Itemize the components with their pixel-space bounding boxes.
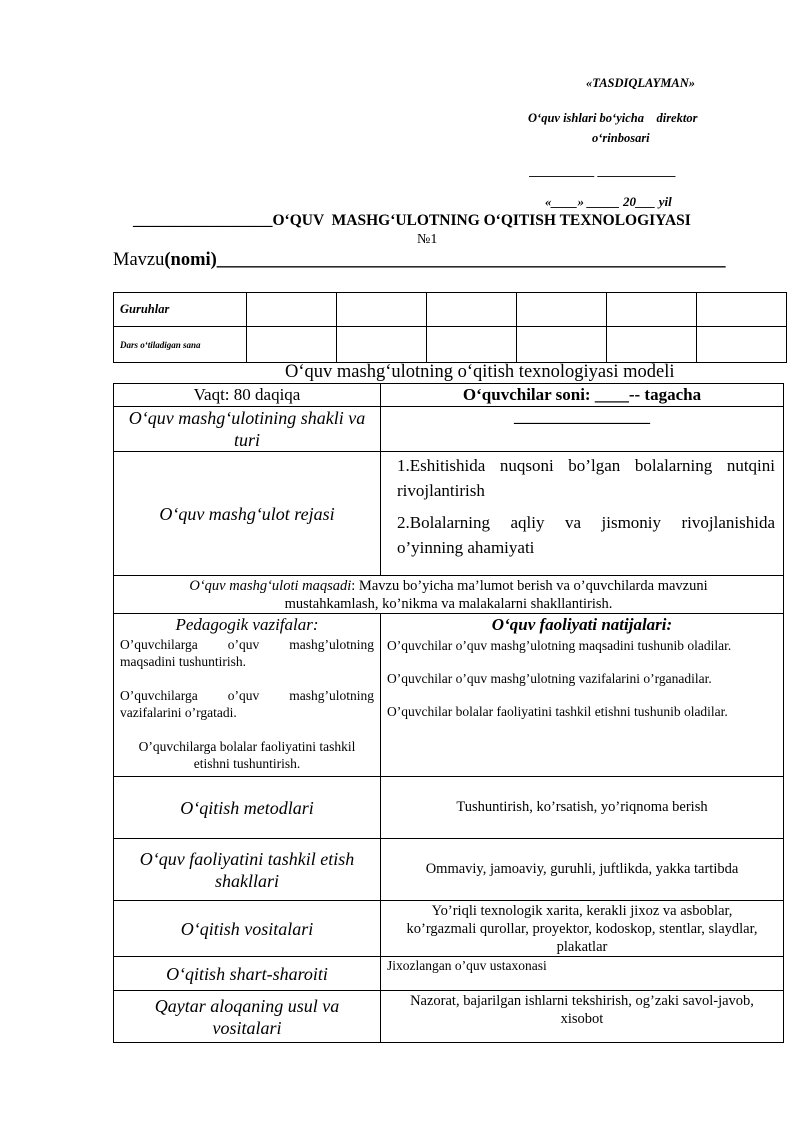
groups-cell (337, 293, 427, 327)
students-count-cell: O‘quvchilar soni: ____-- tagacha (462, 385, 702, 404)
methods-label: O‘qitish metodlari (114, 777, 381, 838)
date-cell (607, 327, 697, 363)
tools-label: O‘qitish vositalari (114, 901, 381, 956)
approval-signature-line: __________ ____________ (530, 163, 677, 178)
document-number: №1 (417, 232, 438, 247)
ped-tasks-label: Pedagogik vazifalar: (175, 615, 319, 634)
model-table (113, 383, 784, 1043)
table-row (114, 776, 783, 838)
ped-task: O’quvchilarga o’quv mashg’ulotning maqsadini tushuntirish. (120, 637, 374, 669)
table-row (114, 406, 783, 451)
results-cell (381, 614, 783, 776)
feedback-value: Nazorat, bajarilgan ishlarni tekshirish, og’zaki savol-javob, xisobot (410, 993, 754, 1027)
document-title: __________________O‘QUV MASHG‘ULOTNING O‘QITISH TEXNOLOGIYASI (133, 212, 691, 229)
date-cell (247, 327, 337, 363)
table-row (114, 613, 783, 776)
date-label: Dars o‘tiladigan sana (114, 327, 247, 363)
goal-cell (114, 576, 783, 613)
groups-cell (607, 293, 697, 327)
groups-cell (427, 293, 517, 327)
groups-cell (247, 293, 337, 327)
table-row (114, 383, 783, 406)
approval-date-line: «____» _____ 20___ yil (545, 194, 672, 209)
ped-task: O’quvchilarga bolalar faoliyatini tashkil etishni tushuntirish. (138, 739, 356, 771)
groups-cell (517, 293, 607, 327)
result-item: O’quvchilar o’quv mashg’ulotning maqsadini tushunib oladilar. (387, 638, 732, 653)
result-item: O’quvchilar o’quv mashg’ulotning vazifalarini o’rganadilar. (387, 671, 712, 686)
form-label: O‘quv mashg‘ulotining shakli va turi (114, 407, 381, 451)
topic-underline: _______________________________________________________ (216, 250, 726, 270)
table-row (114, 575, 783, 613)
groups-cell (697, 293, 787, 327)
approval-position: O‘quv ishlari bo‘yicha direktor (528, 111, 698, 125)
approval-position-line2: o‘rinbosari (592, 131, 650, 145)
table-row (114, 838, 783, 900)
plan-item: 1.Eshitishida nuqsoni bo’lgan bolalarning nutqini rivojlantirish (397, 456, 775, 500)
groups-label: Guruhlar (114, 293, 247, 327)
methods-value: Tushuntirish, ko’rsatish, yo’riqnoma berish (456, 799, 708, 815)
date-cell (337, 327, 427, 363)
goal-label: O‘quv mashg‘uloti maqsadi (189, 577, 352, 594)
forms-label: O‘quv faoliyatini tashkil etish shakllari (114, 839, 381, 900)
date-cell (697, 327, 787, 363)
feedback-label: Qaytar aloqaning usul va vositalari (114, 991, 381, 1043)
approval-title: «TASDIQLAYMAN» (586, 76, 696, 90)
plan-label: O‘quv mashg‘ulot rejasi (114, 452, 381, 575)
model-title: O‘quv mashg‘ulotning o‘qitish texnologiyasi modeli (285, 362, 675, 382)
topic-name: (nomi) (164, 250, 217, 270)
table-row (114, 900, 783, 956)
result-item: O’quvchilar bolalar faoliyatini tashkil etishni tushunib oladilar. (387, 704, 728, 719)
groups-table (113, 292, 787, 363)
time-cell: Vaqt: 80 daqiqa (114, 384, 381, 406)
table-row (114, 990, 783, 1043)
table-row (114, 451, 783, 575)
date-cell (517, 327, 607, 363)
forms-value: Ommaviy, jamoaviy, guruhli, juftlikda, yakka tartibda (425, 861, 739, 877)
results-label: O‘quv faoliyati natijalari: (491, 615, 673, 634)
form-value: _________________ (514, 409, 650, 426)
conditions-value: Jixozlangan o’quv ustaxonasi (387, 958, 547, 973)
conditions-label: O‘qitish shart-sharoiti (114, 957, 381, 990)
plan-list (381, 452, 783, 575)
ped-task: O’quvchilarga o’quv mashg’ulotning vazifalarini o’rgatadi. (120, 688, 374, 720)
ped-tasks-cell (114, 614, 381, 776)
topic-line (113, 250, 726, 271)
date-cell (427, 327, 517, 363)
tools-value: Yo’riqli texnologik xarita, kerakli jixoz va asboblar, ko’rgazmali qurollar, proyektor, kodoskop, stentlar, slaydlar, plakatlar (406, 902, 758, 955)
plan-item: 2.Bolalarning aqliy va jismoniy rivojlanishida o’yinning ahamiyati (397, 513, 775, 557)
topic-label: Mavzu (113, 250, 165, 270)
table-row (114, 956, 783, 990)
goal-text: : Mavzu bo’yicha ma’lumot berish va o’quvchilarda mavzuni mustahkamlash, ko’nikma va malakalarni shakllantirish. (284, 577, 708, 612)
